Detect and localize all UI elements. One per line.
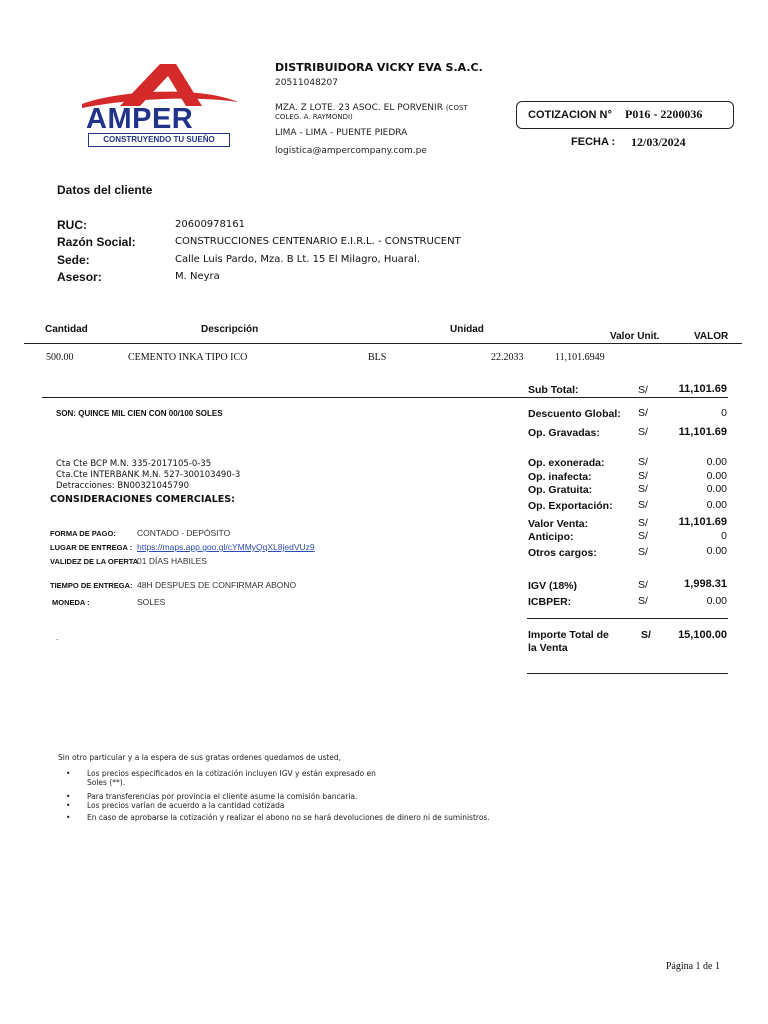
forma-pago-label: FORMA DE PAGO: [50,529,116,538]
otros-cargos-value: 0.00 [706,545,727,557]
tiempo-entrega-label: TIEMPO DE ENTREGA: [50,581,133,590]
anticipo-currency: S/ [638,530,648,542]
importe-top-rule [527,618,728,619]
company-ruc: 20511048207 [275,78,338,88]
exonerada-value: 0.00 [706,456,727,468]
company-city: LIMA - LIMA - PUENTE PIEDRA [275,128,408,138]
exonerada-label: Op. exonerada: [528,457,605,469]
exportacion-label: Op. Exportación: [528,500,613,512]
condition-item: Los precios especificados en la cotización incluyen IGV y están expresado en [87,769,376,778]
row-unidad: BLS [368,352,387,363]
company-address-line1 [275,103,468,113]
icbper-label: ICBPER: [528,596,572,608]
bank-detracciones: Detracciones: BN00321045790 [56,481,190,491]
gravadas-value: 11,101.69 [678,426,727,438]
amount-in-words: SON: QUINCE MIL CIEN CON 00/100 SOLES [56,409,223,418]
valor-venta-currency: S/ [638,517,648,529]
date-label: FECHA : [571,136,616,148]
inafecta-label: Op. inafecta: [528,471,592,483]
bank-account-bcp: Cta Cte BCP M.N. 335-2017105-0-35 [56,459,212,469]
descuento-currency: S/ [638,407,648,419]
company-address-note: (COST [445,104,468,112]
col-header-valor-unit: Valor Unit. [610,331,660,342]
quote-label: COTIZACION N° [528,109,612,121]
table-header-rule [24,343,742,344]
quote-number: P016 - 2200036 [625,107,703,121]
otros-cargos-currency: S/ [638,546,648,558]
col-header-descripcion: Descripción [201,324,259,335]
col-header-unidad: Unidad [450,324,484,335]
client-ruc: 20600978161 [175,219,245,230]
moneda-value: SOLES [137,597,166,607]
valor-venta-value: 11,101.69 [678,516,727,528]
client-ruc-label: RUC: [57,218,87,232]
tiempo-entrega-value: 48H DESPUES DE CONFIRMAR ABONO [137,580,297,590]
validez-value: 01 DÍAS HABILES [137,556,207,566]
importe-total: 15,100.00 [678,629,727,641]
valor-venta-label: Valor Venta: [528,518,589,530]
commercial-terms-title: CONSIDERACIONES COMERCIALES: [50,494,235,505]
condition-item: Para transferencias por provincia el cliente asume la comisión bancaria. [87,792,358,801]
inafecta-currency: S/ [638,470,648,482]
importe-currency: S/ [641,629,651,641]
subtotal-rule [42,397,728,398]
logo-wordmark: AMPER [86,103,194,135]
igv-currency: S/ [638,579,648,591]
igv-label: IGV (18%) [528,580,578,592]
row-valor-unit: 22.2033 [491,352,524,363]
closing-note: Sin otro particular y a la espera de sus gratas ordenes quedamos de usted, [58,753,342,762]
anticipo-value: 0 [721,530,727,542]
client-asesor: M. Neyra [175,271,220,282]
importe-bottom-rule [527,673,728,674]
logo-slogan: CONSTRUYENDO TU SUEÑO [88,133,230,147]
importe-label-line1: Importe Total de [528,629,609,641]
bullet-icon: • [66,769,71,778]
client-asesor-label: Asesor: [57,270,102,284]
exonerada-currency: S/ [638,456,648,468]
bullet-icon: • [66,792,71,801]
client-razon-label: Razón Social: [57,235,136,249]
bullet-icon: • [66,813,71,822]
row-cantidad: 500.00 [46,352,74,363]
igv-value: 1,998.31 [684,578,727,590]
condition-item: En caso de aprobarse la cotización y realizar el abono no se hará devoluciones de dinero ni de suministros. [87,813,490,822]
quote-date: 12/03/2024 [631,135,686,149]
col-header-valor: VALOR [694,331,729,342]
company-address: MZA. Z LOTE. 23 ASOC. EL PORVENIR [275,103,443,113]
moneda-label: MONEDA : [52,598,90,607]
lugar-entrega-link[interactable]: https://maps.app.goo.gl/cYMMyQqXL8jedVUz9 [137,542,315,552]
page-number: Página 1 de 1 [665,961,720,972]
inafecta-value: 0.00 [706,470,727,482]
gravadas-currency: S/ [638,426,648,438]
gravadas-label: Op. Gravadas: [528,427,600,439]
otros-cargos-label: Otros cargos: [528,547,597,559]
company-address-line2: COLEG. A. RAYMONDI) [275,113,353,121]
anticipo-label: Anticipo: [528,531,574,543]
condition-item: Los precios varían de acuerdo a la cantidad cotizada [87,801,285,810]
client-sede: Calle Luis Pardo, Mza. B Lt. 15 El Milagro, Huaral. [175,254,421,265]
descuento-value: 0 [721,407,727,419]
client-section-title: Datos del cliente [57,183,153,197]
condition-item: Soles (**). [87,778,126,787]
gratuita-currency: S/ [638,483,648,495]
exportacion-value: 0.00 [706,499,727,511]
icbper-currency: S/ [638,595,648,607]
gratuita-value: 0.00 [706,483,727,495]
client-razon: CONSTRUCCIONES CENTENARIO E.I.R.L. - CONSTRUCENT [175,236,461,247]
row-descripcion: CEMENTO INKA TIPO ICO [128,352,248,363]
gratuita-label: Op. Gratuita: [528,484,593,496]
forma-pago-value: CONTADO - DEPÓSITO [137,528,231,538]
client-sede-label: Sede: [57,253,90,267]
descuento-label: Descuento Global: [528,408,621,420]
lugar-entrega-label: LUGAR DE ENTREGA : [50,543,133,552]
subtotal-currency: S/ [638,384,648,396]
bank-account-interbank: Cta.Cte INTERBANK M.N. 527-300103490-3 [56,470,241,480]
stray-dot: . [56,632,59,642]
subtotal-label: Sub Total: [528,384,579,396]
col-header-cantidad: Cantidad [45,324,88,335]
bullet-icon: • [66,801,71,810]
importe-label-line2: la Venta [528,642,568,654]
company-email: logistica@ampercompany.com.pe [275,146,427,156]
validez-label: VALIDEZ DE LA OFERTA [50,557,139,566]
company-name: DISTRIBUIDORA VICKY EVA S.A.C. [275,61,483,74]
row-valor: 11,101.6949 [555,352,605,363]
icbper-value: 0.00 [706,595,727,607]
exportacion-currency: S/ [638,499,648,511]
subtotal-value: 11,101.69 [678,383,727,395]
